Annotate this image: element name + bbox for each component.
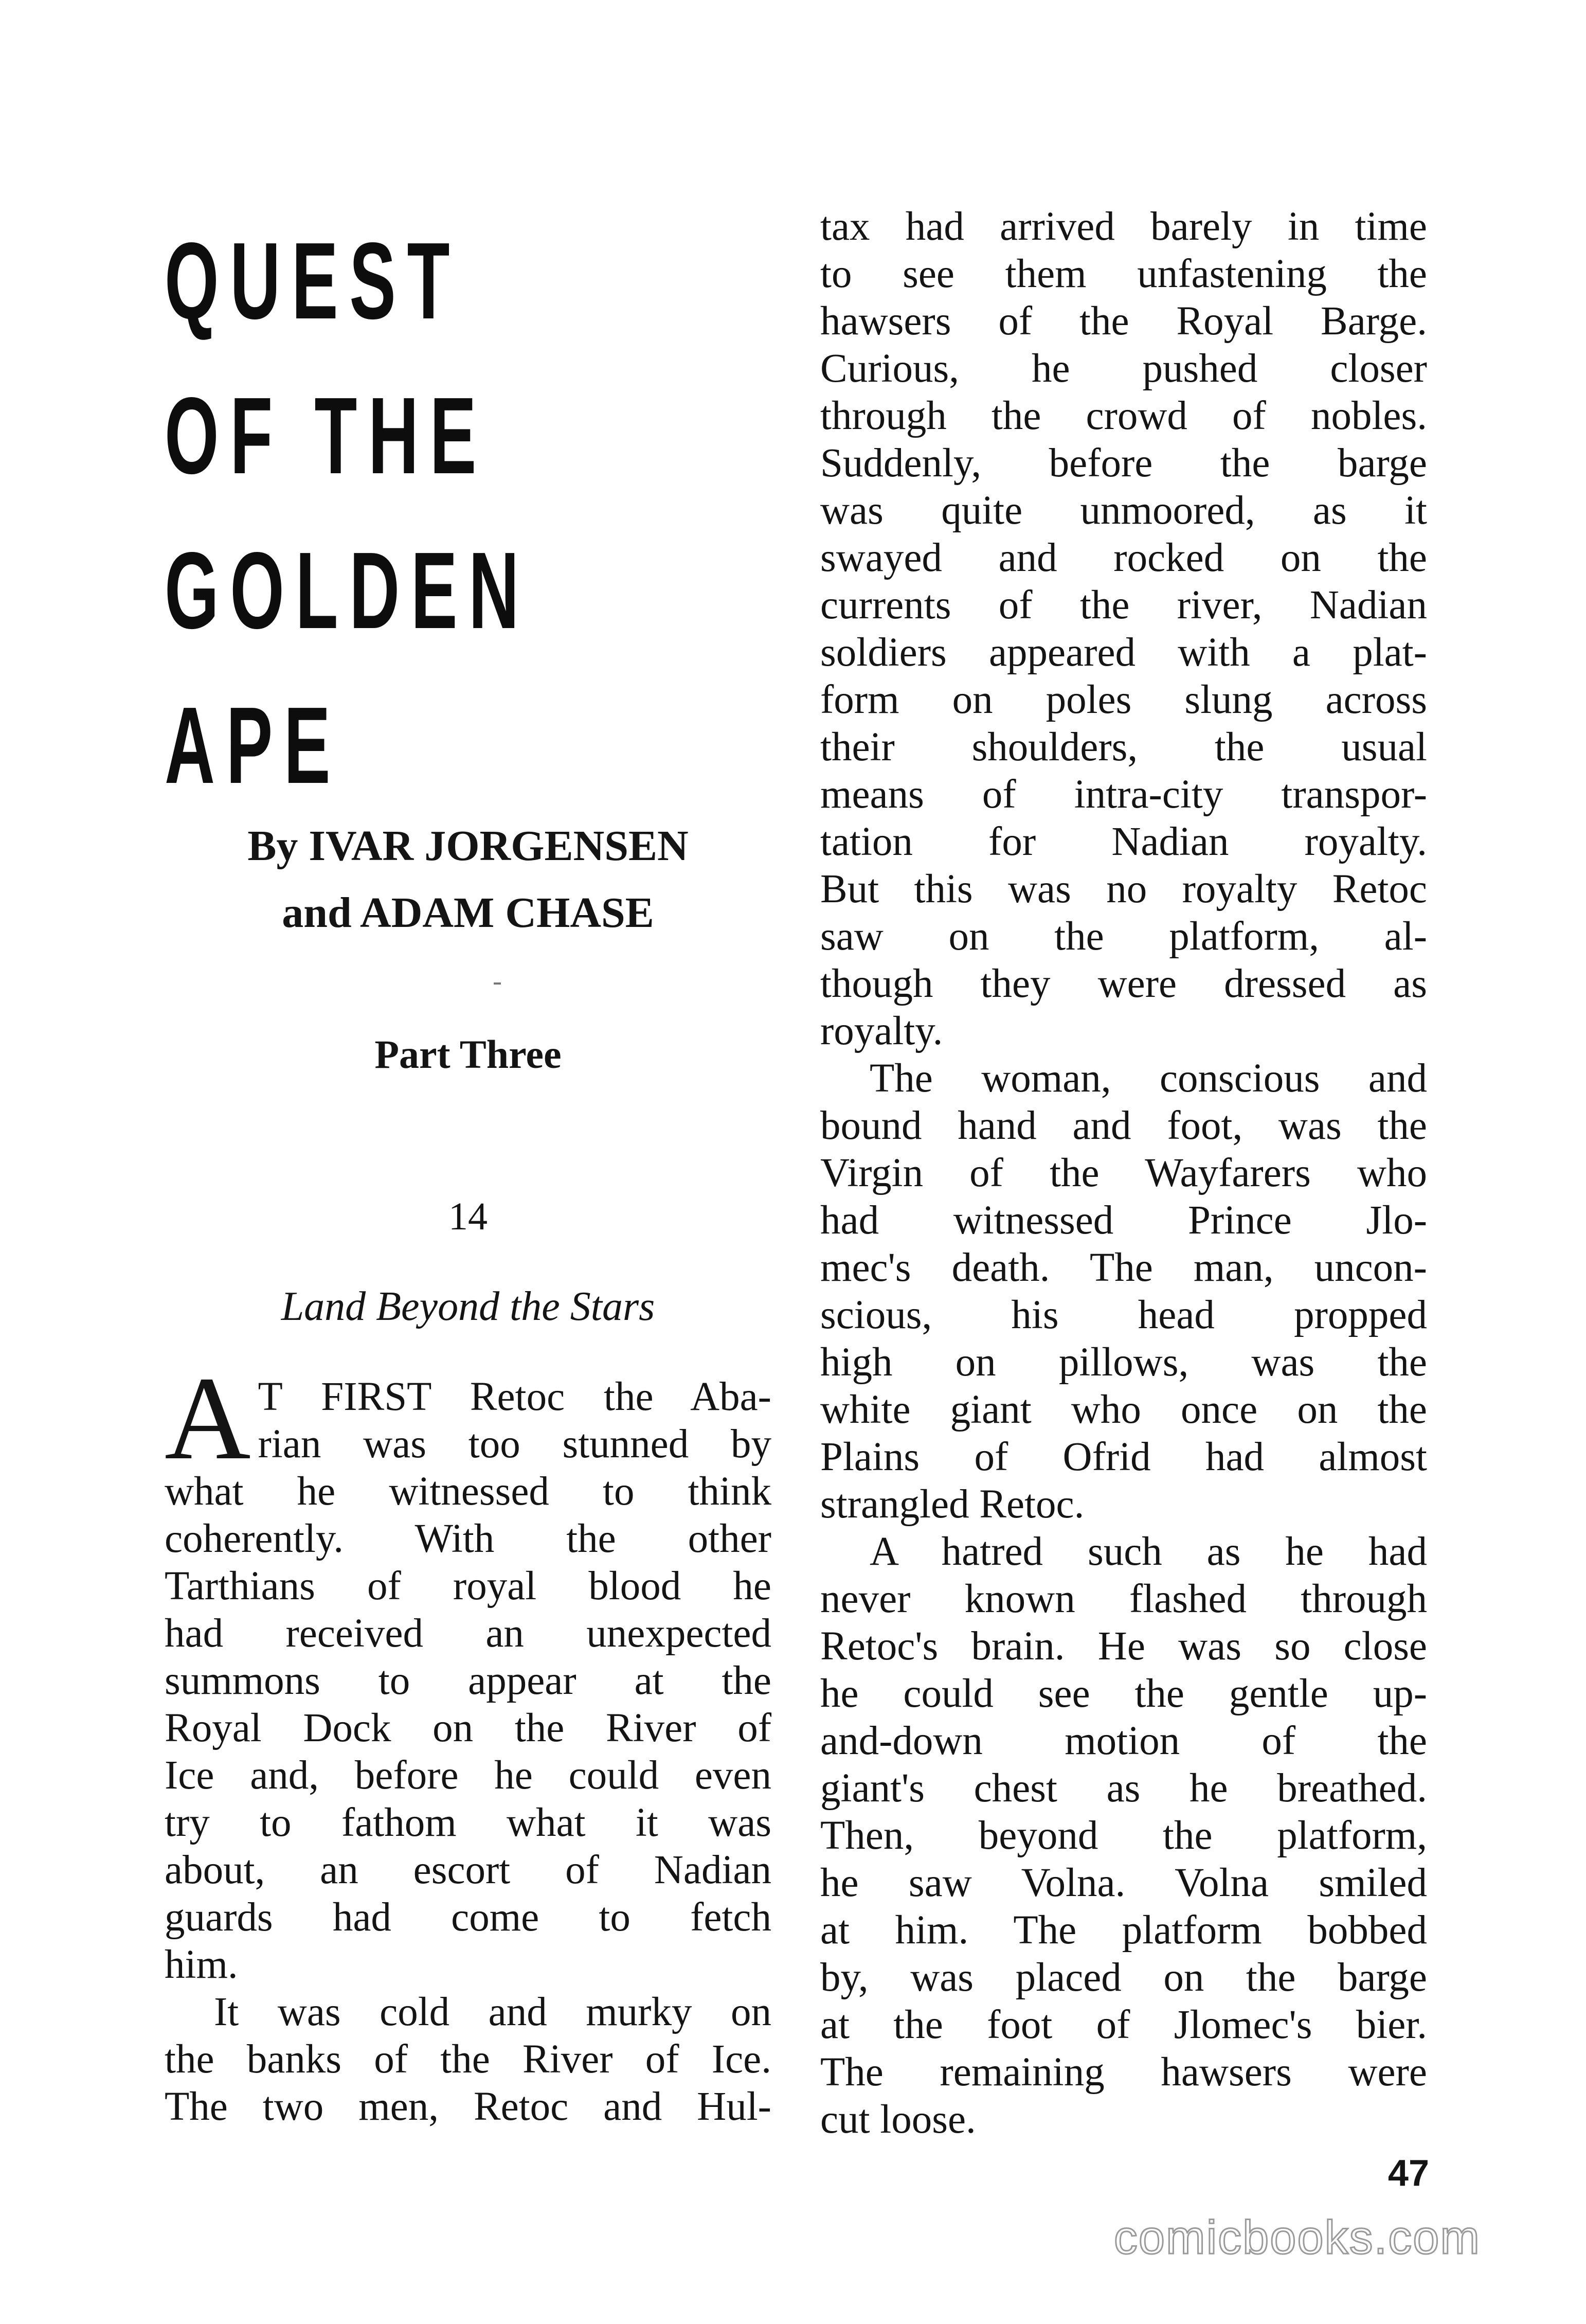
text-line: hawsers of the Royal Barge.: [820, 299, 1427, 344]
text-line: rian was too stunned by: [258, 1422, 771, 1467]
text-line: means of intra-city transpor-: [820, 772, 1427, 817]
text-line: about, an escort of Nadian: [165, 1848, 771, 1892]
left-text-column: [165, 1352, 771, 2131]
part-heading: Part Three: [374, 1032, 562, 1077]
text-line: at him. The platform bobbed: [820, 1908, 1427, 1953]
text-line: form on poles slung across: [820, 677, 1427, 722]
text-line: try to fathom what it was: [165, 1800, 771, 1845]
text-line: mec's death. The man, uncon-: [820, 1245, 1427, 1290]
text-line: to see them unfastening the: [820, 252, 1427, 296]
chapter-number: 14: [448, 1195, 488, 1238]
text-line: Suddenly, before the barge: [820, 441, 1427, 486]
text-line: Then, beyond the platform,: [820, 1813, 1427, 1858]
opening-paragraph: [165, 1352, 771, 1989]
text-line: and-down motion of the: [820, 1719, 1427, 1763]
text-line: him.: [165, 1942, 238, 1987]
separator-mark: [494, 982, 501, 985]
text-line: swayed and rocked on the: [820, 535, 1427, 580]
text-line: he could see the gentle up-: [820, 1671, 1427, 1716]
text-line: Royal Dock on the River of: [165, 1706, 771, 1750]
text-line: white giant who once on the: [820, 1387, 1427, 1432]
text-line: strangled Retoc.: [820, 1482, 1085, 1527]
text-line: Tarthians of royal blood he: [165, 1564, 771, 1608]
text-line: bound hand and foot, was the: [820, 1103, 1427, 1148]
text-line: tax had arrived barely in time: [820, 204, 1427, 249]
text-line: Retoc's brain. He was so close: [820, 1624, 1427, 1669]
text-line: had witnessed Prince Jlo-: [820, 1198, 1427, 1243]
byline-line: and ADAM CHASE: [282, 889, 654, 937]
text-line: their shoulders, the usual: [820, 725, 1427, 770]
chapter-title: Land Beyond the Stars: [281, 1284, 655, 1329]
title-line: GOLDEN: [165, 529, 530, 651]
text-line: he saw Volna. Volna smiled: [820, 1861, 1427, 1905]
text-line: at the foot of Jlomec's bier.: [820, 2003, 1427, 2047]
text-line: tation for Nadian royalty.: [820, 819, 1427, 864]
text-line: Virgin of the Wayfarers who: [820, 1151, 1427, 1195]
text-line: A hatred such as he had: [870, 1529, 1427, 1574]
text-line: never known flashed through: [820, 1577, 1427, 1621]
page-number: 47: [1387, 2153, 1429, 2194]
text-line: Curious, he pushed closer: [820, 346, 1427, 391]
title-line: QUEST: [165, 220, 461, 342]
text-line: through the crowd of nobles.: [820, 394, 1427, 438]
text-line: scious, his head propped: [820, 1293, 1427, 1337]
title-line: OF THE: [165, 374, 488, 496]
text-line: guards had come to fetch: [165, 1895, 771, 1940]
text-line: though they were dressed as: [820, 961, 1427, 1006]
text-line: saw on the platform, al-: [820, 914, 1427, 959]
text-line: Plains of Ofrid had almost: [820, 1435, 1427, 1479]
drop-cap: A: [165, 1352, 251, 1485]
text-line: currents of the river, Nadian: [820, 583, 1427, 628]
text-line: Ice and, before he could even: [165, 1753, 771, 1798]
text-line: cut loose.: [820, 2097, 976, 2142]
text-line: was quite unmoored, as it: [820, 488, 1427, 533]
text-line: the banks of the River of Ice.: [165, 2037, 771, 2082]
text-line: summons to appear at the: [165, 1658, 771, 1703]
text-line: what he witnessed to think: [165, 1469, 771, 1514]
text-line: T FIRST Retoc the Aba-: [258, 1374, 771, 1419]
text-line: coherently. With the other: [165, 1516, 771, 1561]
text-line: The two men, Retoc and Hul-: [165, 2084, 771, 2129]
text-line: But this was no royalty Retoc: [820, 867, 1427, 911]
site-watermark: comicbooks.com: [1113, 2211, 1481, 2264]
text-line: high on pillows, was the: [820, 1340, 1427, 1385]
title-line: APE: [165, 684, 342, 806]
story-title: [165, 203, 530, 823]
text-line: royalty.: [820, 1009, 943, 1053]
text-line: giant's chest as he breathed.: [820, 1766, 1427, 1811]
byline-line: By IVAR JORGENSEN: [247, 822, 689, 870]
text-line: The remaining hawsers were: [820, 2050, 1427, 2095]
text-line: It was cold and murky on: [214, 1990, 771, 2034]
text-line: by, was placed on the barge: [820, 1955, 1427, 2000]
text-line: had received an unexpected: [165, 1611, 771, 1656]
text-line: The woman, conscious and: [870, 1056, 1427, 1101]
text-line: soldiers appeared with a plat-: [820, 630, 1427, 675]
right-text-column: [820, 203, 1427, 2143]
author-byline: [165, 813, 771, 946]
